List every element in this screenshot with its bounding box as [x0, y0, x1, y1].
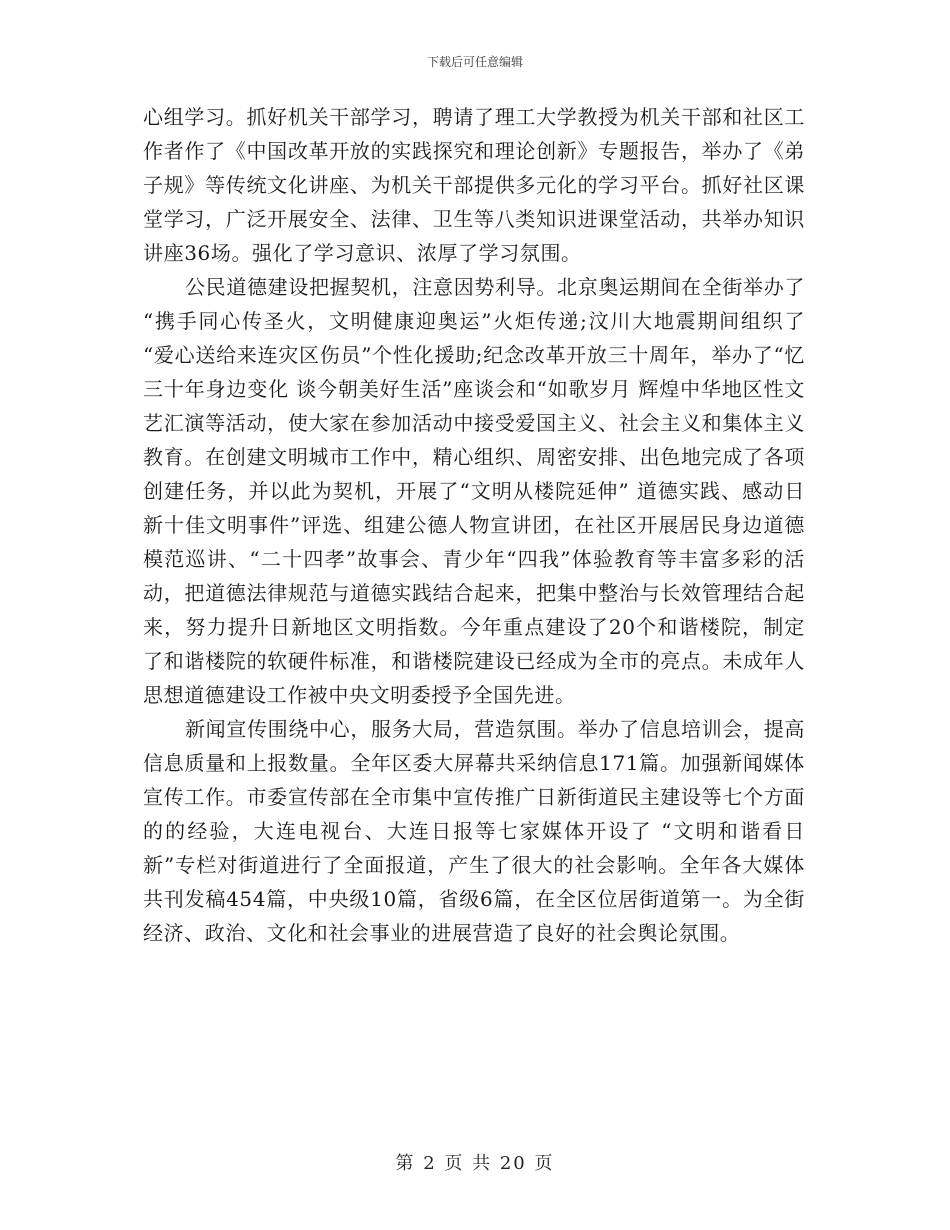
paragraph-study: 心组学习。抓好机关干部学习，聘请了理工大学教授为机关干部和社区工作者作了《中国改革开放的实践探究和理论创新》专题报告，举办了《弟子规》等传统文化讲座、为机关干部提供多元化的学习平台。抓好社区课堂学习，广泛开展安全、法律、卫生等八类知识进课堂活动，共举办知识讲座36场。强化了学习意识、浓厚了学习氛围。: [143, 105, 805, 265]
header-note: 下载后可任意编辑: [426, 55, 523, 69]
document-body: [143, 100, 805, 950]
page-number: [0, 1152, 950, 1176]
paragraph-news-publicity: 新闻宣传围绕中心，服务大局，营造氛围。举办了信息培训会，提高信息质量和上报数量。全年区委大屏幕共采纳信息171篇。加强新闻媒体宣传工作。市委宣传部在全市集中宣传推广日新街道民主建设等七个方面的的经验，大连电视台、大连日报等七家媒体开设了 “文明和谐看日新”专栏对街道进行了全面报道，产生了很大的社会影响。全年各大媒体共刊发稿454篇，中央级10篇，省级6篇，在全区位居街道第一。为全街经济、政治、文化和社会事业的进展营造了良好的社会舆论氛围。: [143, 717, 805, 945]
page-number-label: 第 2 页 共 20 页: [395, 1153, 555, 1174]
paragraph-moral-construction: 公民道德建设把握契机，注意因势利导。北京奥运期间在全街举办了 “携手同心传圣火，文明健康迎奥运”火炬传递;汶川大地震期间组织了 “爱心送给来连灾区伤员”个性化援助;纪念改革开放三十周年，举办了“忆三十年身边变化 谈今朝美好生活”座谈会和“如歌岁月 辉煌中华地区性文艺汇演等活动，使大家在参加活动中接受爱国主义、社会主义和集体主义教育。在创建文明城市工作中，精心组织、周密安排、出色地完成了各项创建任务，并以此为契机，开展了“文明从楼院延伸” 道德实践、感动日新十佳文明事件”评选、组建公德人物宣讲团，在社区开展居民身边道德模范巡讲、“二十四孝”故事会、青少年“四我”体验教育等丰富多彩的活动，把道德法律规范与道德实践结合起来，把集中整治与长效管理结合起来，努力提升日新地区文明指数。今年重点建设了20个和谐楼院，制定了和谐楼院的软硬件标准，和谐楼院建设已经成为全市的亮点。未成年人思想道德建设工作被中央文明委授予全国先进。: [143, 275, 805, 707]
